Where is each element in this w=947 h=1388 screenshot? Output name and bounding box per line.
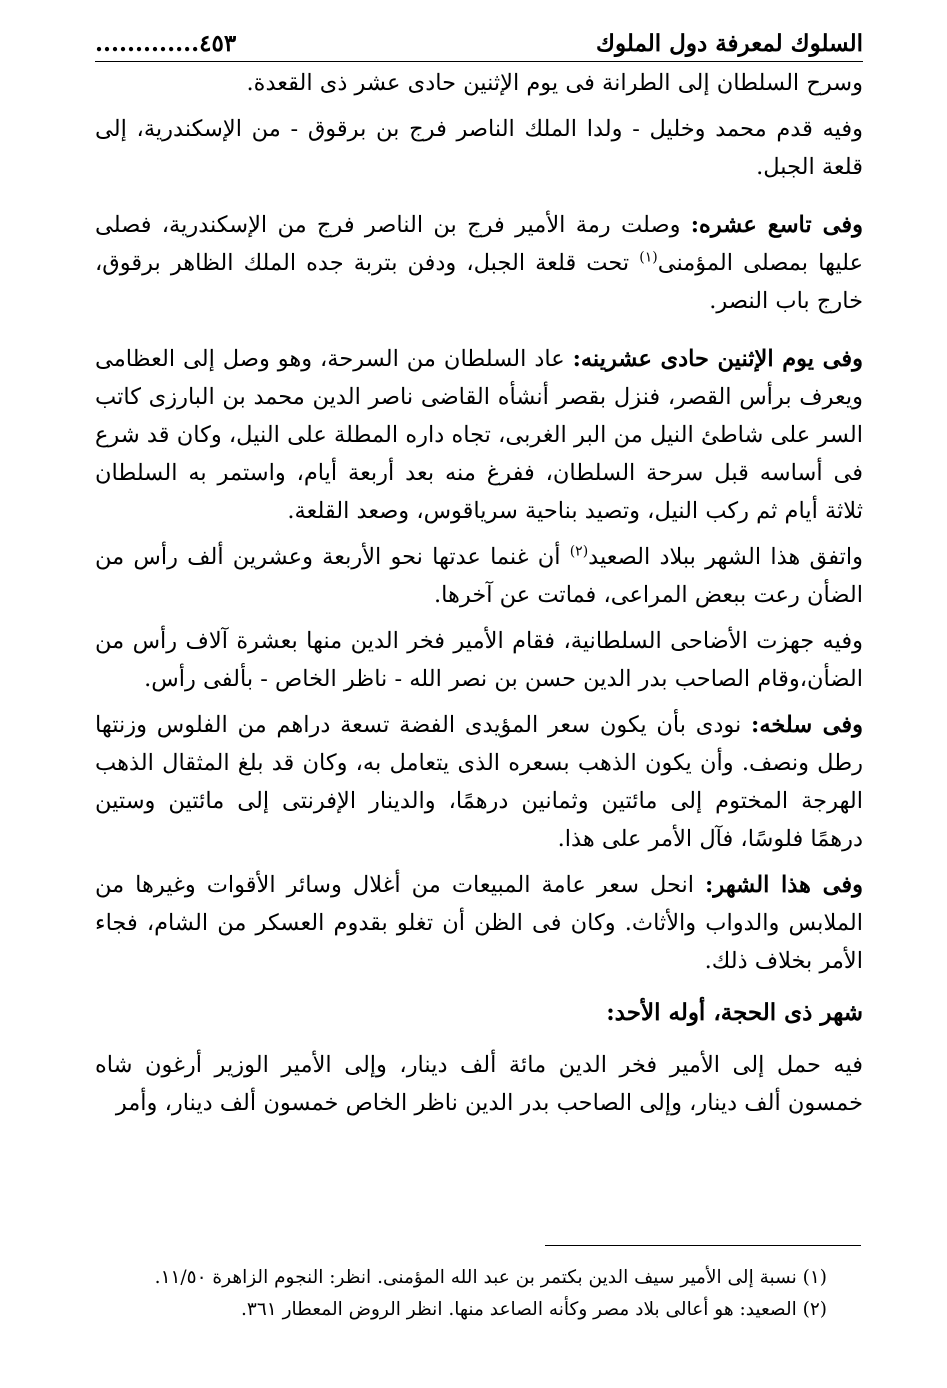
paragraph-lead: وفى يوم الإثنين حادى عشرينه: xyxy=(572,346,863,372)
paragraph-text: انحل سعر عامة المبيعات من أغلال وسائر الأقوات وغيرها من الملابس والدواب والأثاث. وكان فى الظن أن تغلو بقدوم العسكر من الشام، فجاء الأمر بخلاف ذلك. xyxy=(95,872,863,974)
paragraph-text: فيه حمل إلى الأمير فخر الدين مائة ألف دينار، وإلى الأمير الوزير أرغون شاه خمسون ألف دينار، وإلى الصاحب بدر الدين ناظر الخاص خمسون ألف دينار، وأمر xyxy=(95,1052,863,1116)
page-body xyxy=(95,30,863,1122)
footnote-marker: (٢) xyxy=(569,543,589,560)
paragraph-text: أن غنما عدتها نحو الأربعة وعشرين ألف رأس من الضأن رعت ببعض المراعى، فماتت عن آخرها. xyxy=(95,544,863,608)
page-number: ٤٥٣............. xyxy=(95,30,237,57)
paragraph-8 xyxy=(95,866,863,980)
paragraph-text: نودى بأن يكون سعر المؤيدى الفضة تسعة دراهم من الفلوس وزنتها رطل ونصف. وأن يكون الذهب بسعره الذى يتعامل به، وكان قد بلغ المثقال الذهب الهرجة المختوم إلى مائتين وثمانين درهمًا، والدينار الإفرنتى إلى مائتين وستين درهمًا فلوسًا، فآل الأمر على هذا. xyxy=(95,712,863,852)
paragraph-text: وفيه جهزت الأضاحى السلطانية، فقام الأمير فخر الدين منها بعشرة آلاف رأس من الضأن،وقام الصاحب بدر الدين حسن بن نصر الله - ناظر الخاص - بألفى رأس. xyxy=(95,628,863,692)
running-header xyxy=(95,30,863,62)
footnote-1: (١) نسبة إلى الأمير سيف الدين بكتمر بن عبد الله المؤمنى. انظر: النجوم الزاهرة ١١/٥٠. xyxy=(154,1267,827,1288)
paragraph-lead: وفى تاسع عشره: xyxy=(690,212,863,238)
paragraph-text: عاد السلطان من السرحة، وهو وصل إلى العظامى ويعرف برأس القصر، فنزل بقصر أنشأه القاضى ناصر الدين محمد بن البارزى كاتب السر على شاطئ النيل من البر الغربى، تجاه داره المطلة على النيل، وكان قد شرع فى أساسه قبل سرحة السلطان، ففرغ منه بعد أربعة أيام، واستمر به السلطان ثلاثة أيام ثم ركب النيل، وتصيد بناحية سرياقوس، وصعد القلعة. xyxy=(95,346,863,524)
paragraph-3 xyxy=(95,206,863,320)
paragraph-4 xyxy=(95,340,863,530)
paragraph-text: وسرح السلطان إلى الطرانة فى يوم الإثنين حادى عشر ذى القعدة. xyxy=(246,70,863,96)
book-title: السلوك لمعرفة دول الملوك xyxy=(595,30,863,57)
footnote-2: (٢) الصعيد: هو أعالى بلاد مصر وكأنه الصاعد منها. انظر الروض المعطار ٣٦١. xyxy=(241,1299,827,1320)
paragraph-9 xyxy=(95,1046,863,1122)
paragraph-text: وصلت رمة الأمير فرج بن الناصر فرج من الإسكندرية، فصلى عليها بمصلى المؤمنى xyxy=(95,212,863,276)
paragraph-text: تحت قلعة الجبل، ودفن بتربة جده الملك الظاهر برقوق، خارج باب النصر. xyxy=(95,250,863,314)
paragraph-7 xyxy=(95,706,863,858)
footnotes xyxy=(95,1262,827,1326)
paragraph-1 xyxy=(95,64,863,102)
paragraph-6 xyxy=(95,622,863,698)
page-number-value: ٤٥٣ xyxy=(199,30,237,57)
paragraph-lead: وفى هذا الشهر: xyxy=(705,872,863,898)
paragraph-text: وفيه قدم محمد وخليل - ولدا الملك الناصر فرج بن برقوق - من الإسكندرية، إلى قلعة الجبل. xyxy=(95,116,863,180)
paragraph-5 xyxy=(95,538,863,614)
footnote-marker: (١) xyxy=(639,249,658,266)
paragraph-lead: وفى سلخه: xyxy=(751,712,864,738)
section-heading: شهر ذى الحجة، أوله الأحد: xyxy=(606,999,863,1026)
paragraph-2 xyxy=(95,110,863,186)
footnote-separator xyxy=(545,1245,861,1246)
paragraph-text: واتفق هذا الشهر ببلاد الصعيد xyxy=(588,544,863,570)
